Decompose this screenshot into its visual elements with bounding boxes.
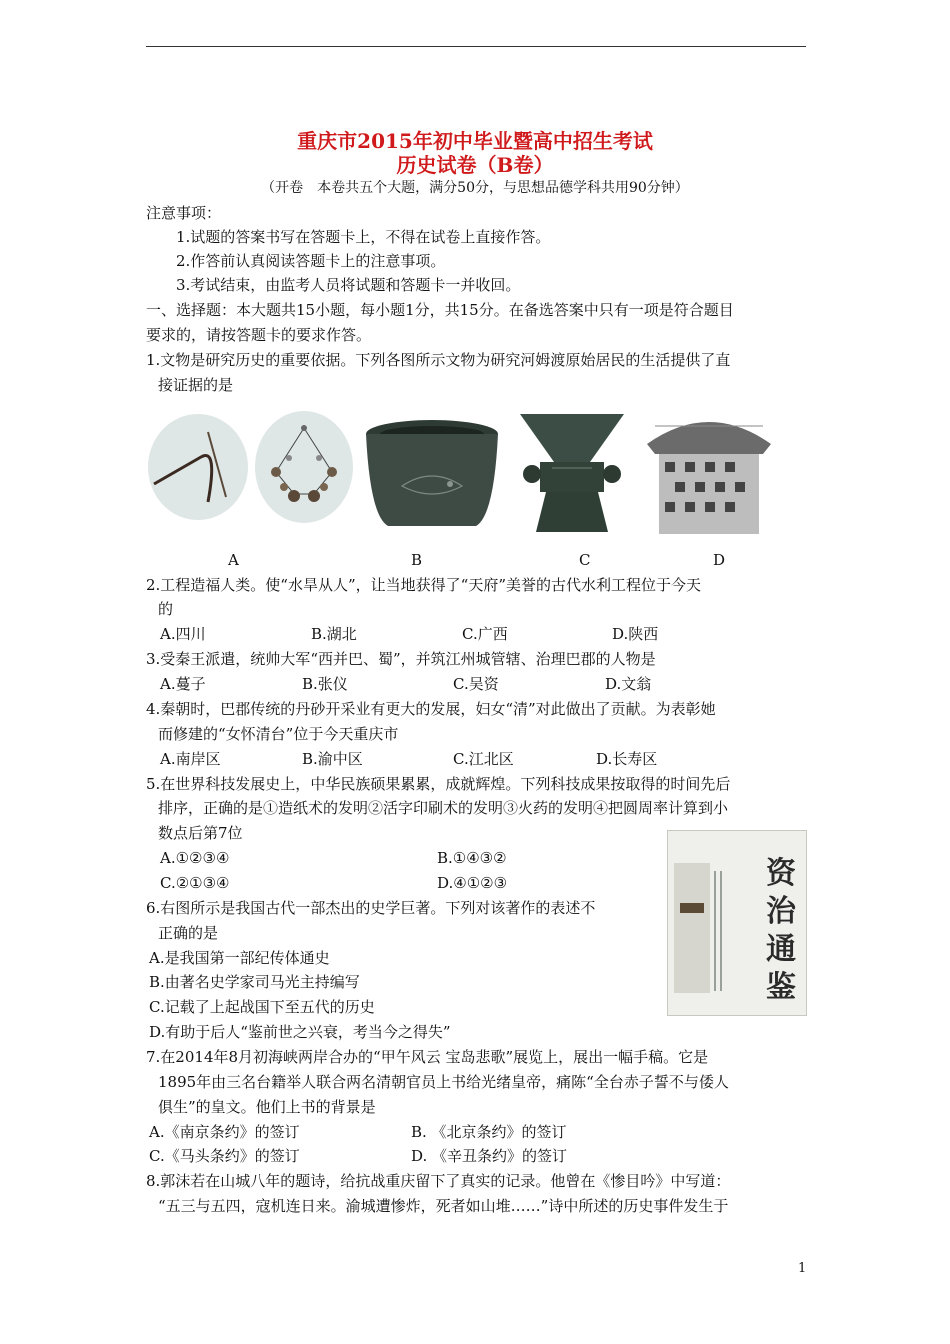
- option: C.江北区: [453, 750, 514, 768]
- option: B.由著名史学家司马光主持编写: [149, 973, 360, 991]
- book-title: 资治通鉴: [766, 856, 796, 1005]
- question-8-cont: “五三与五四，寇机连日来。渝城遭惨炸，死者如山堆……”诗中所述的历史事件发生于: [158, 1197, 729, 1215]
- question-3: 3.受秦王派遣，统帅大军“西并巴、蜀”，并筑江州城管辖、治理巴郡的人物是: [146, 650, 656, 668]
- option: C.②①③④: [160, 874, 230, 892]
- option: C.吴资: [453, 675, 499, 693]
- option: B. 《北京条约》的签订: [411, 1123, 567, 1141]
- question-4-cont: 而修建的“女怀清台”位于今天重庆市: [158, 725, 399, 743]
- option: A.是我国第一部纪传体通史: [149, 949, 330, 967]
- question-5-cont: 排序，正确的是①造纸术的发明②活字印刷术的发明③火药的发明④把圆周率计算到小: [158, 799, 729, 817]
- section-heading-cont: 要求的，请按答题卡的要求作答。: [146, 326, 372, 344]
- option: A.《南京条约》的签订: [149, 1123, 300, 1141]
- question-2-cont: 的: [158, 600, 174, 618]
- building-model-image: [645, 402, 773, 536]
- option: B.渝中区: [302, 750, 363, 768]
- notice-item: 1.试题的答案书写在答题卡上，不得在试卷上直接作答。: [176, 228, 551, 246]
- option: C.记载了上起战国下至五代的历史: [149, 998, 375, 1016]
- exam-note: （开卷 本卷共五个大题，满分50分，与思想品德学科共用90分钟）: [261, 180, 689, 196]
- question-7-cont: 俱生”的皇文。他们上书的背景是: [158, 1098, 376, 1116]
- notice-item: 3.考试结束，由监考人员将试题和答题卡一并收回。: [176, 276, 521, 294]
- option: A.南岸区: [160, 750, 221, 768]
- question-7-cont: 1895年由三名台籍举人联合两名清朝官员上书给光绪皇帝，痛陈“全台赤子誓不与倭人: [158, 1073, 729, 1091]
- option: D. 《辛丑条约》的签订: [411, 1147, 568, 1165]
- notice-item: 2.作答前认真阅读答题卡上的注意事项。: [176, 252, 446, 270]
- option: D.文翁: [605, 675, 652, 693]
- header-rule: [146, 46, 806, 47]
- exam-subtitle: 历史试卷（B卷）: [396, 153, 554, 177]
- question-7: 7.在2014年8月初海峡两岸合办的“甲午风云 宝岛悲歌”展览上，展出一幅手稿。它是: [146, 1048, 709, 1066]
- option: B.湖北: [311, 625, 357, 643]
- question-4: 4.秦朝时，巴郡传统的丹砂开采业有更大的发展，妇女“清”对此做出了贡献。为表彰她: [146, 700, 716, 718]
- question-2: 2.工程造福人类。使“水旱从人”，让当地获得了“天府”美誉的古代水利工程位于今天: [146, 576, 701, 594]
- question-6: 6.右图所示是我国古代一部杰出的史学巨著。下列对该著作的表述不: [146, 899, 596, 917]
- jade-necklace-image: [254, 410, 354, 524]
- question-5: 5.在世界科技发展史上，中华民族硕果累累，成就辉煌。下列科技成果按取得的时间先后: [146, 775, 731, 793]
- option: B.①④③②: [437, 849, 507, 867]
- option: C.广西: [462, 625, 508, 643]
- option: D.长寿区: [596, 750, 658, 768]
- question-1-cont: 接证据的是: [158, 376, 234, 394]
- option: D.有助于后人“鉴前世之兴衰，考当今之得失”: [149, 1023, 451, 1041]
- image-label-d: D: [713, 551, 726, 569]
- book-cover-image: [667, 830, 807, 1016]
- question-6-cont: 正确的是: [158, 924, 219, 942]
- option: D.④①②③: [437, 874, 508, 892]
- option: A.①②③④: [160, 849, 230, 867]
- image-label-b: B: [411, 551, 423, 569]
- option: B.张仪: [302, 675, 348, 693]
- option: A.蔓子: [160, 675, 206, 693]
- exam-title: 重庆市2015年初中毕业暨高中招生考试: [297, 129, 653, 153]
- bronze-vessel-image: [512, 412, 632, 534]
- page-number: 1: [798, 1261, 807, 1276]
- pottery-bowl-image: [362, 416, 502, 534]
- option: D.陕西: [612, 625, 659, 643]
- section-heading: 一、选择题：本大题共15小题，每小题1分，共15分。在备选答案中只有一项是符合题目: [146, 301, 734, 319]
- question-1: 1.文物是研究历史的重要依据。下列各图所示文物为研究河姆渡原始居民的生活提供了直: [146, 351, 731, 369]
- question-5-cont: 数点后第7位: [158, 824, 243, 842]
- option: C.《马头条约》的签订: [149, 1147, 300, 1165]
- option: A.四川: [160, 625, 206, 643]
- notice-heading: 注意事项：: [146, 204, 222, 222]
- image-label-c: C: [579, 551, 591, 569]
- image-label-a: A: [228, 551, 239, 569]
- question-8: 8.郭沫若在山城八年的题诗，给抗战重庆留下了真实的记录。他曾在《惨目吟》中写道：: [146, 1172, 731, 1190]
- bone-needle-image: [146, 412, 250, 522]
